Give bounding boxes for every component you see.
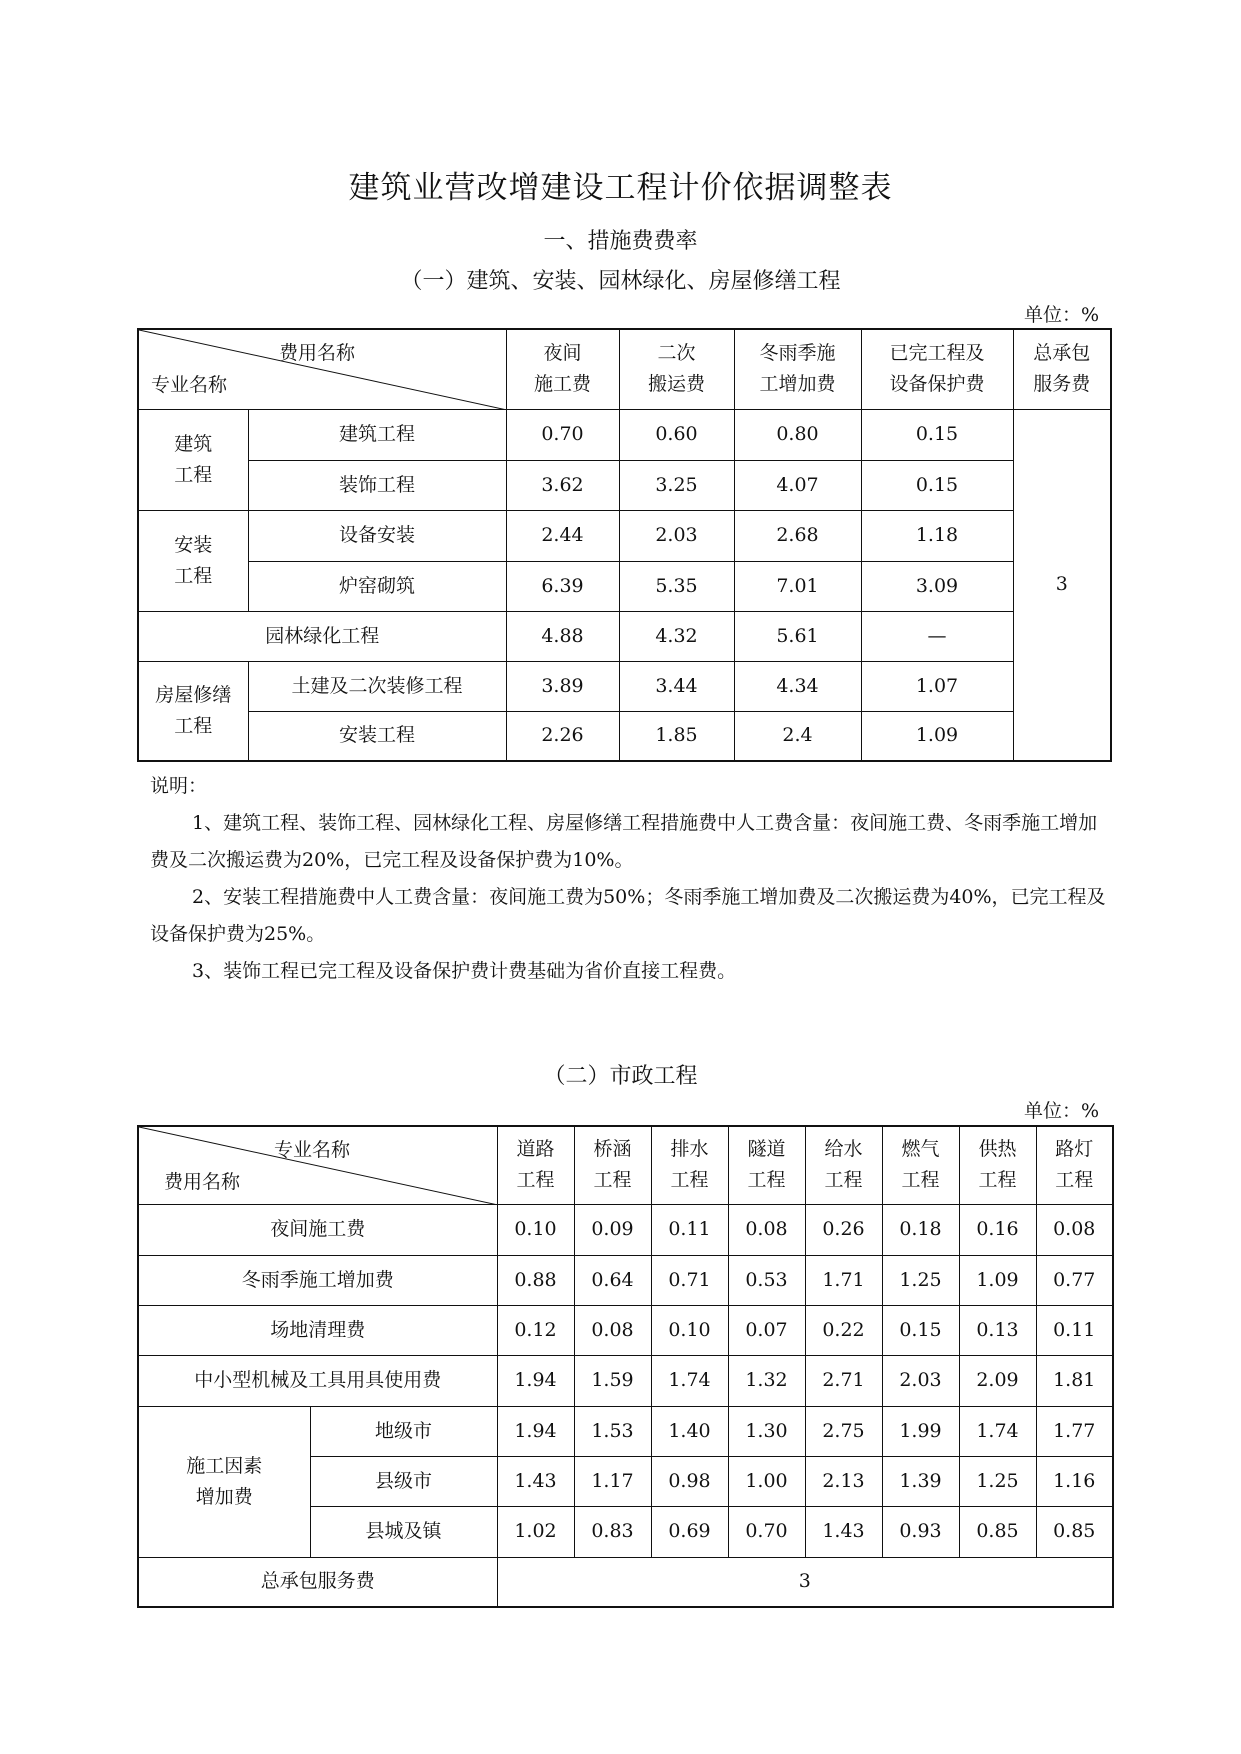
cell: 2.4	[734, 711, 861, 761]
table-row	[138, 409, 1111, 460]
cell: 1.81	[1036, 1355, 1113, 1406]
cell: 0.16	[959, 1204, 1036, 1255]
cell: 0.10	[497, 1204, 574, 1255]
row-label: 安装工程	[248, 711, 506, 761]
table1-header-row	[138, 329, 1111, 409]
cell: 2.26	[506, 711, 619, 761]
header-road: 道路 工程	[497, 1126, 574, 1204]
cell: 1.94	[497, 1355, 574, 1406]
header-bridge: 桥涵 工程	[574, 1126, 651, 1204]
notes-label: 说明：	[150, 775, 208, 797]
cell: 1.53	[574, 1406, 651, 1456]
cell: 4.88	[506, 611, 619, 661]
cell: 2.75	[805, 1406, 882, 1456]
table-row	[138, 561, 1111, 611]
cell: 0.70	[728, 1506, 805, 1557]
cell: 0.11	[651, 1204, 728, 1255]
group-jianzhu: 建筑 工程	[138, 409, 248, 510]
cell: 0.15	[882, 1305, 959, 1355]
cell: 0.93	[882, 1506, 959, 1557]
header-heating: 供热 工程	[959, 1126, 1036, 1204]
cell: 1.25	[882, 1255, 959, 1305]
cell: —	[861, 611, 1013, 661]
cell: 5.61	[734, 611, 861, 661]
row-label: 地级市	[310, 1406, 497, 1456]
cell: 0.60	[619, 409, 734, 460]
corner-label-top: 专业名称	[274, 1139, 351, 1161]
group-fangwu: 房屋修缮 工程	[138, 661, 248, 761]
header-general-contract: 总承包 服务费	[1013, 329, 1111, 409]
cell: 0.83	[574, 1506, 651, 1557]
cell: 0.71	[651, 1255, 728, 1305]
cell: 1.40	[651, 1406, 728, 1456]
table-row	[138, 510, 1111, 561]
header-secondary-transport: 二次 搬运费	[619, 329, 734, 409]
cell: 1.16	[1036, 1456, 1113, 1506]
header-protection-fee: 已完工程及 设备保护费	[861, 329, 1013, 409]
cell: 3.09	[861, 561, 1013, 611]
cell: 3.89	[506, 661, 619, 711]
cell: 2.13	[805, 1456, 882, 1506]
cell: 4.07	[734, 460, 861, 510]
municipal-fee-table	[137, 1125, 1114, 1608]
cell: 1.17	[574, 1456, 651, 1506]
header-winter-rain: 冬雨季施 工增加费	[734, 329, 861, 409]
row-label: 总承包服务费	[138, 1557, 497, 1607]
row-label: 冬雨季施工增加费	[138, 1255, 497, 1305]
cell: 0.85	[1036, 1506, 1113, 1557]
row-label: 县城及镇	[310, 1506, 497, 1557]
cell: 0.18	[882, 1204, 959, 1255]
cell: 1.94	[497, 1406, 574, 1456]
total-contract-fee: 3	[497, 1557, 1113, 1607]
row-label: 园林绿化工程	[138, 611, 506, 661]
cell: 3.25	[619, 460, 734, 510]
cell: 1.30	[728, 1406, 805, 1456]
notes-section	[150, 768, 1110, 990]
cell: 0.64	[574, 1255, 651, 1305]
cell: 2.03	[882, 1355, 959, 1406]
header-water-supply: 给水 工程	[805, 1126, 882, 1204]
cell: 1.32	[728, 1355, 805, 1406]
cell: 1.71	[805, 1255, 882, 1305]
cell: 0.15	[861, 409, 1013, 460]
corner-label-top: 费用名称	[279, 342, 356, 364]
table2-header-row	[138, 1126, 1113, 1204]
row-label: 装饰工程	[248, 460, 506, 510]
cell: 0.08	[574, 1305, 651, 1355]
total-contract-fee: 3	[1013, 409, 1111, 761]
cell: 1.09	[861, 711, 1013, 761]
cell: 0.08	[1036, 1204, 1113, 1255]
cell: 2.71	[805, 1355, 882, 1406]
cell: 2.44	[506, 510, 619, 561]
cell: 2.03	[619, 510, 734, 561]
row-label: 中小型机械及工具用具使用费	[138, 1355, 497, 1406]
table-row	[138, 611, 1111, 661]
table-row	[138, 711, 1111, 761]
cell: 1.18	[861, 510, 1013, 561]
table-row	[138, 1355, 1113, 1406]
cell: 0.12	[497, 1305, 574, 1355]
cell: 0.77	[1036, 1255, 1113, 1305]
section-heading: 一、措施费费率	[543, 229, 698, 254]
cell: 1.77	[1036, 1406, 1113, 1456]
corner-label-bottom: 费用名称	[164, 1171, 241, 1193]
table1-heading: （一）建筑、安装、园林绿化、房屋修缮工程	[400, 269, 841, 294]
cell: 4.34	[734, 661, 861, 711]
header-tunnel: 隧道 工程	[728, 1126, 805, 1204]
table1-unit-label: 单位：%	[1023, 304, 1099, 326]
cell: 0.15	[861, 460, 1013, 510]
table-row	[138, 1406, 1113, 1456]
cell: 2.68	[734, 510, 861, 561]
cell: 5.35	[619, 561, 734, 611]
measure-fee-table-1	[137, 328, 1112, 762]
cell: 3.44	[619, 661, 734, 711]
corner-label-bottom: 专业名称	[151, 374, 228, 396]
cell: 1.07	[861, 661, 1013, 711]
header-street-light: 路灯 工程	[1036, 1126, 1113, 1204]
row-label: 建筑工程	[248, 409, 506, 460]
note-item: 3、装饰工程已完工程及设备保护费计费基础为省价直接工程费。	[192, 960, 737, 982]
cell: 0.07	[728, 1305, 805, 1355]
cell: 0.85	[959, 1506, 1036, 1557]
cell: 0.22	[805, 1305, 882, 1355]
cell: 1.43	[805, 1506, 882, 1557]
cell: 1.00	[728, 1456, 805, 1506]
group-anzhuang: 安装 工程	[138, 510, 248, 611]
cell: 1.74	[651, 1355, 728, 1406]
header-night-fee: 夜间 施工费	[506, 329, 619, 409]
cell: 6.39	[506, 561, 619, 611]
header-gas: 燃气 工程	[882, 1126, 959, 1204]
table1-corner-cell	[138, 329, 506, 409]
cell: 0.08	[728, 1204, 805, 1255]
cell: 1.39	[882, 1456, 959, 1506]
cell: 1.25	[959, 1456, 1036, 1506]
cell: 7.01	[734, 561, 861, 611]
row-label: 夜间施工费	[138, 1204, 497, 1255]
cell: 0.11	[1036, 1305, 1113, 1355]
cell: 0.88	[497, 1255, 574, 1305]
header-drainage: 排水 工程	[651, 1126, 728, 1204]
row-label: 场地清理费	[138, 1305, 497, 1355]
cell: 0.53	[728, 1255, 805, 1305]
cell: 1.43	[497, 1456, 574, 1506]
table-row	[138, 1255, 1113, 1305]
table-row	[138, 1557, 1113, 1607]
row-label: 土建及二次装修工程	[248, 661, 506, 711]
table-row	[138, 1305, 1113, 1355]
note-item: 2、安装工程措施费中人工费含量：夜间施工费为50%；冬雨季施工增加费及二次搬运费为40%，已完工程及设备保护费为25%。	[150, 886, 1106, 945]
table2-heading: （二）市政工程	[543, 1064, 698, 1089]
cell: 3.62	[506, 460, 619, 510]
cell: 1.99	[882, 1406, 959, 1456]
cell: 1.59	[574, 1355, 651, 1406]
cell: 4.32	[619, 611, 734, 661]
cell: 0.13	[959, 1305, 1036, 1355]
row-label: 县级市	[310, 1456, 497, 1506]
row-label: 炉窑砌筑	[248, 561, 506, 611]
table-row	[138, 661, 1111, 711]
cell: 1.09	[959, 1255, 1036, 1305]
cell: 0.09	[574, 1204, 651, 1255]
cell: 0.70	[506, 409, 619, 460]
cell: 2.09	[959, 1355, 1036, 1406]
table-row	[138, 460, 1111, 510]
cell: 0.98	[651, 1456, 728, 1506]
cell: 1.02	[497, 1506, 574, 1557]
cell: 0.80	[734, 409, 861, 460]
cell: 1.74	[959, 1406, 1036, 1456]
cell: 0.10	[651, 1305, 728, 1355]
table-row	[138, 1204, 1113, 1255]
cell: 0.26	[805, 1204, 882, 1255]
group-factor-fee: 施工因素 增加费	[138, 1406, 310, 1557]
table2-unit-label: 单位：%	[1023, 1100, 1099, 1122]
table2-corner-cell	[138, 1126, 497, 1204]
page-title: 建筑业营改增建设工程计价依据调整表	[348, 170, 893, 206]
cell: 1.85	[619, 711, 734, 761]
note-item: 1、建筑工程、装饰工程、园林绿化工程、房屋修缮工程措施费中人工费含量：夜间施工费、冬雨季施工增加费及二次搬运费为20%，已完工程及设备保护费为10%。	[150, 812, 1098, 871]
row-label: 设备安装	[248, 510, 506, 561]
cell: 0.69	[651, 1506, 728, 1557]
